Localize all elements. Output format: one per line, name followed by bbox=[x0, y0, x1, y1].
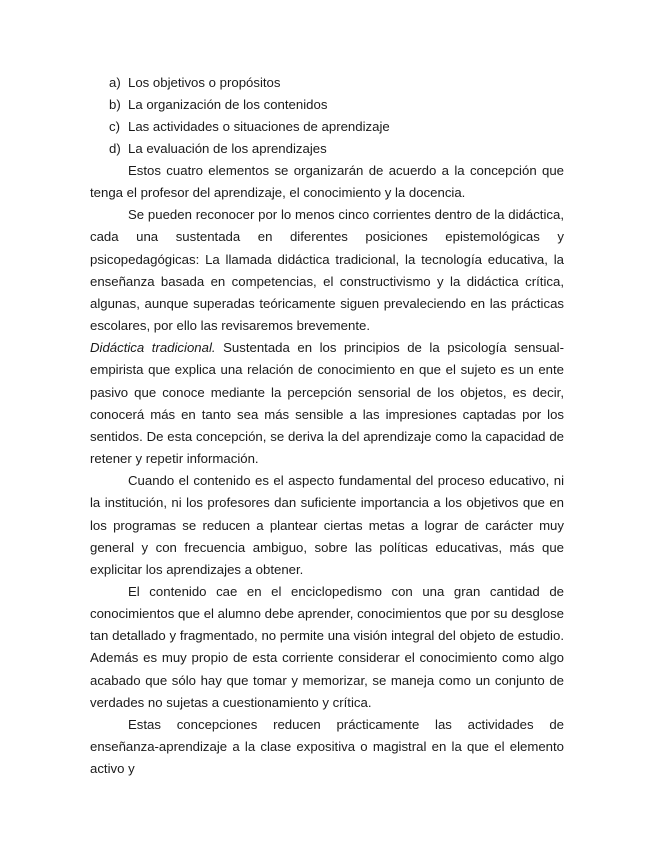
list-marker: c) bbox=[109, 119, 120, 134]
list-item-text: Las actividades o situaciones de aprendizaje bbox=[128, 119, 390, 134]
list-item-text: La evaluación de los aprendizajes bbox=[128, 141, 327, 156]
paragraph-elements-organization: Estos cuatro elementos se organizarán de acuerdo a la concepción que tenga el profesor del aprendizaje, el conocimiento y la docencia. bbox=[90, 163, 564, 201]
paragraph-content-focus: Cuando el contenido es el aspecto fundamental del proceso educativo, ni la institución, ni los profesores dan suficiente importancia a los objetivos que en los programas se reducen a plantear ciertas metas a lograr de carácter muy general y con frecuencia ambiguo, sobre las políticas educativas, más que explicitar los aprendizajes a obtener. bbox=[90, 473, 564, 577]
list-marker: a) bbox=[109, 75, 121, 90]
list-item bbox=[90, 94, 564, 116]
elements-list bbox=[90, 72, 564, 160]
list-item bbox=[90, 72, 564, 94]
paragraph-didactic-currents: Se pueden reconocer por lo menos cinco corrientes dentro de la didáctica, cada una sustentada en diferentes posiciones epistemológicas y psicopedagógicas: La llamada didáctica tradicional, la tecnología educativa, la enseñanza basada en competencias, el constructivismo y la didáctica crítica, algunas, aunque superadas teóricamente siguen prevaleciendo en las prácticas escolares, por ello las revisaremos brevemente. bbox=[90, 207, 564, 334]
list-marker: d) bbox=[109, 141, 121, 156]
paragraph-traditional-body: Sustentada en los principios de la psicología sensual-empirista que explica una relación de conocimiento en que el sujeto es un ente pasivo que conoce mediante la percepción sensorial de los objetos, es decir, conocerá más en tanto sea más sensible a las impresiones captadas por los sentidos. De esta concepción, se deriva la del aprendizaje como la capacidad de retener y repetir información. bbox=[90, 340, 564, 467]
list-item-text: Los objetivos o propósitos bbox=[128, 75, 281, 90]
list-item bbox=[90, 116, 564, 138]
list-item-text: La organización de los contenidos bbox=[128, 97, 328, 112]
list-item bbox=[90, 138, 564, 160]
paragraph-encyclopedism: El contenido cae en el enciclopedismo con una gran cantidad de conocimientos que el alumno debe aprender, conocimientos que por su desglose tan detallado y fragmentado, no permite una visión integral del objeto de estudio. Además es muy propio de esta corriente considerar el conocimiento como algo acabado que sólo hay que tomar y memorizar, se maneja como un conjunto de verdades no sujetas a cuestionamiento y crítica. bbox=[90, 583, 564, 710]
paragraph-expository-class: Estas concepciones reducen prácticamente las actividades de enseñanza-aprendizaje a la clase expositiva o magistral en la que el elemento activo y bbox=[90, 716, 564, 777]
paragraph-traditional-didactics bbox=[90, 337, 564, 470]
section-heading-traditional: Didáctica tradicional. bbox=[90, 340, 216, 356]
list-marker: b) bbox=[109, 97, 121, 112]
document-page bbox=[90, 72, 564, 780]
